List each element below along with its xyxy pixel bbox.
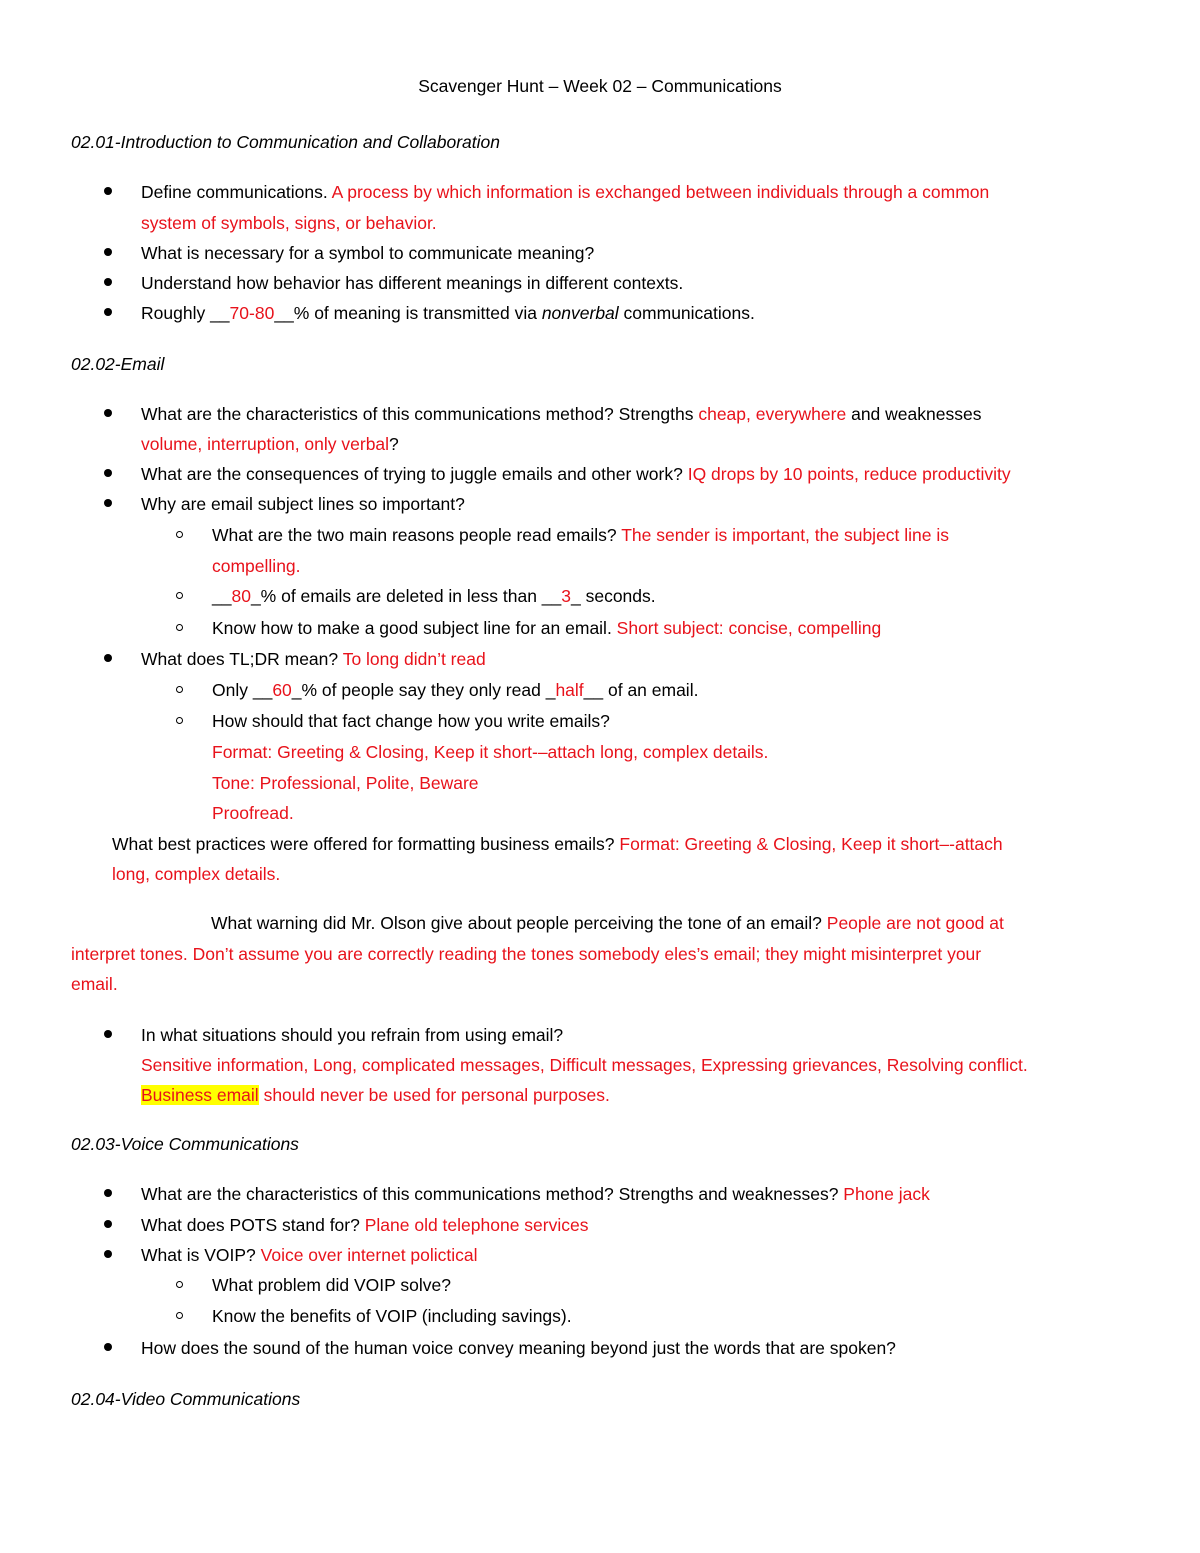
answer-text: Business email should never be used for personal purposes.: [141, 1085, 610, 1105]
list-item: How does the sound of the human voice convey meaning beyond just the words that are spoken?: [141, 1338, 896, 1358]
list-item: What are the characteristics of this communications method? Strengths and weaknesses? Phone jack: [141, 1184, 930, 1204]
list-item: What are the consequences of trying to juggle emails and other work? IQ drops by 10 points, reduce productivity: [141, 464, 1011, 484]
answer-text: email.: [71, 974, 118, 994]
answer-text: system of symbols, signs, or behavior.: [141, 213, 437, 233]
answer-text: compelling.: [212, 556, 301, 576]
list-item: Why are email subject lines so important?: [141, 494, 465, 514]
bullet-icon: [104, 654, 112, 662]
sub-list-item: Know the benefits of VOIP (including savings).: [212, 1306, 572, 1326]
bullet-icon: [104, 278, 112, 286]
sub-bullet-icon: [176, 624, 183, 631]
sub-bullet-icon: [176, 1281, 183, 1288]
answer-text: Proofread.: [212, 803, 294, 823]
list-item: What are the characteristics of this communications method? Strengths cheap, everywhere and weaknesses: [141, 404, 982, 424]
answer-text: interpret tones. Don’t assume you are correctly reading the tones somebody eles’s email; they might misinterpret your: [71, 944, 982, 964]
list-item: What is VOIP? Voice over internet polictical: [141, 1245, 478, 1265]
section-heading-02-03: 02.03-Voice Communications: [71, 1134, 299, 1154]
sub-bullet-icon: [176, 717, 183, 724]
sub-bullet-icon: [176, 531, 183, 538]
section-heading-02-02: 02.02-Email: [71, 354, 165, 374]
sub-bullet-icon: [176, 592, 183, 599]
list-item-continued: volume, interruption, only verbal?: [141, 434, 399, 454]
bullet-icon: [104, 499, 112, 507]
list-item: What does POTS stand for? Plane old telephone services: [141, 1215, 589, 1235]
sub-bullet-icon: [176, 686, 183, 693]
list-item: What is necessary for a symbol to communicate meaning?: [141, 243, 595, 263]
paragraph-practices: What best practices were offered for formatting business emails? Format: Greeting & Closing, Keep it short–-attach: [112, 834, 1003, 854]
paragraph-warning: What warning did Mr. Olson give about people perceiving the tone of an email? People are not good at: [211, 913, 1004, 933]
section-heading-02-01: 02.01-Introduction to Communication and Collaboration: [71, 132, 501, 152]
bullet-icon: [104, 1343, 112, 1351]
bullet-icon: [104, 1030, 112, 1038]
bullet-icon: [104, 248, 112, 256]
answer-text: Format: Greeting & Closing, Keep it short-–attach long, complex details.: [212, 742, 769, 762]
answer-text: Sensitive information, Long, complicated messages, Difficult messages, Expressing grievances, Resolving conflict.: [141, 1055, 1028, 1075]
bullet-icon: [104, 1189, 112, 1197]
bullet-icon: [104, 308, 112, 316]
sub-bullet-icon: [176, 1312, 183, 1319]
list-item: Roughly __70-80__% of meaning is transmitted via nonverbal communications.: [141, 303, 755, 323]
sub-list-item: __80_% of emails are deleted in less than __3_ seconds.: [212, 586, 656, 606]
highlighted-text: Business email: [141, 1085, 259, 1105]
section-heading-02-04: 02.04-Video Communications: [71, 1389, 301, 1409]
sub-list-item: Only __60_% of people say they only read _half__ of an email.: [212, 680, 699, 700]
bullet-icon: [104, 1220, 112, 1228]
list-item: Define communications. A process by which information is exchanged between individuals through a common: [141, 182, 990, 202]
list-item: In what situations should you refrain from using email?: [141, 1025, 564, 1045]
list-item: Understand how behavior has different meanings in different contexts.: [141, 273, 684, 293]
sub-list-item: What problem did VOIP solve?: [212, 1275, 451, 1295]
bullet-icon: [104, 409, 112, 417]
page-title: Scavenger Hunt – Week 02 – Communications: [418, 76, 782, 96]
answer-text: Tone: Professional, Polite, Beware: [212, 773, 479, 793]
sub-list-item: Know how to make a good subject line for an email. Short subject: concise, compelling: [212, 618, 882, 638]
bullet-icon: [104, 187, 112, 195]
bullet-icon: [104, 1250, 112, 1258]
answer-text: long, complex details.: [112, 864, 281, 884]
bullet-icon: [104, 469, 112, 477]
sub-list-item: How should that fact change how you write emails?: [212, 711, 610, 731]
sub-list-item: What are the two main reasons people read emails? The sender is important, the subject line is: [212, 525, 950, 545]
list-item: What does TL;DR mean? To long didn’t read: [141, 649, 486, 669]
